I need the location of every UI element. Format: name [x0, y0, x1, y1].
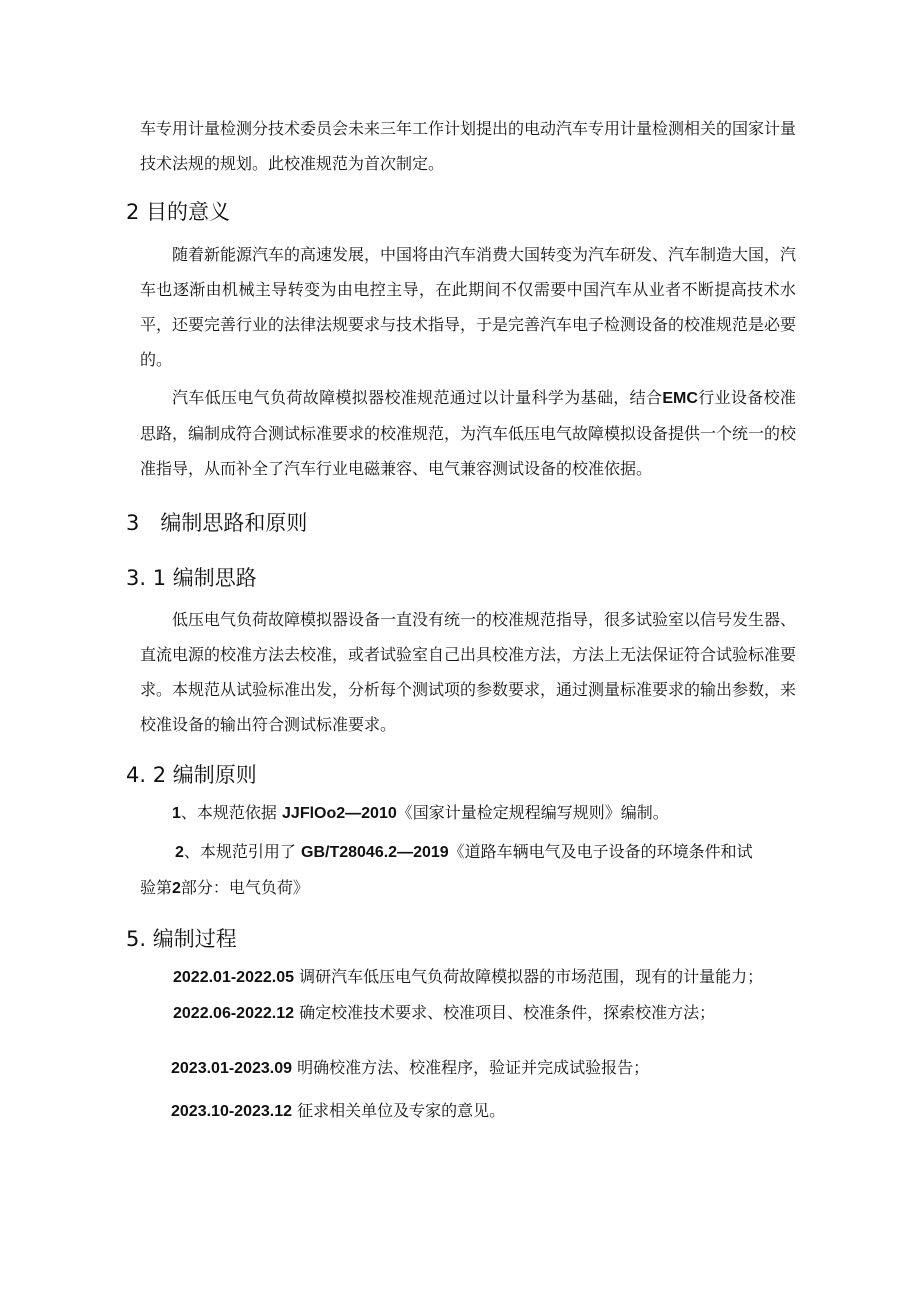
timeline-item	[173, 965, 763, 990]
intro-paragraph: 车专用计量检测分技术委员会未来三年工作计划提出的电动汽车专用计量检测相关的国家计量技术法规的规划。此校准规范为首次制定。	[140, 119, 797, 173]
timeline-period: 2023.01-2023.09	[171, 1060, 292, 1077]
timeline-description: 确定校准技术要求、校准项目、校准条件，探索校准方法；	[299, 1003, 716, 1022]
timeline-item	[171, 1056, 649, 1081]
section-4-2-heading: 4. 2 编制原则	[126, 763, 257, 787]
principle-item-1	[172, 801, 669, 826]
principle-item-2-cont-b: 部分：电气负荷》	[180, 878, 309, 897]
principle-item-1-lead: 、本规范依据	[180, 803, 277, 822]
principle-item-2-cont-a: 验第	[140, 878, 173, 897]
section-3-1-paragraph: 低压电气负荷故障模拟器设备一直没有统一的校准规范指导，很多试验室以信号发生器、直流电源的校准方法去校准，或者试验室自己出具校准方法，方法上无法保证符合试验标准要求。本规范从试验标准出发，分析每个测试项的参数要求，通过测量标准要求的输出参数，来校准设备的输出符合测试标准要求。	[140, 610, 797, 734]
principle-item-2-tail: 《道路车辆电气及电子设备的环境条件和试	[448, 842, 753, 861]
section-2-heading: 2 目的意义	[126, 200, 231, 224]
timeline-period: 2022.06-2022.12	[173, 1005, 294, 1022]
principle-item-1-tail: 《国家计量检定规程编写规则》编制。	[396, 803, 669, 822]
principle-item-2-part-number: 2	[172, 880, 181, 897]
section-3-1-heading: 3. 1 编制思路	[126, 566, 257, 590]
section-2-paragraph-2-part-b: 行业设备校准思路，编制成符合测试标准要求的校准规范，为汽车低压电气故障模拟设备提供一个统一的校准指导，从而补全了汽车行业电磁兼容、电气兼容测试设备的校准依据。	[140, 388, 797, 478]
timeline-description: 明确校准方法、校准程序，验证并完成试验报告；	[297, 1058, 650, 1077]
section-2-paragraph-2	[140, 380, 796, 486]
emc-term: EMC	[662, 390, 698, 407]
timeline-period: 2022.01-2022.05	[173, 969, 294, 986]
principle-item-2-continued	[140, 876, 309, 901]
timeline-description: 调研汽车低压电气负荷故障模拟器的市场范围，现有的计量能力；	[299, 967, 764, 986]
section-2-paragraph-2-part-a: 汽车低压电气负荷故障模拟器校准规范通过以计量科学为基础，结合	[172, 388, 663, 407]
timeline-item	[171, 1099, 505, 1124]
principle-item-2-lead: 、本规范引用了	[183, 842, 296, 861]
section-3-heading: 3 编制思路和原则	[126, 511, 308, 535]
timeline-item	[173, 1001, 715, 1026]
principle-item-1-code: JJFlOo2—2010	[282, 805, 397, 822]
principle-item-2-code: GB/T28046.2—2019	[301, 844, 449, 861]
section-2-paragraph-1: 随着新能源汽车的高速发展，中国将由汽车消费大国转变为汽车研发、汽车制造大国，汽车也逐渐由机械主导转变为由电控主导，在此期间不仅需要中国汽车从业者不断提高技术水平，还要完善行业的法律法规要求与技术指导，于是完善汽车电子检测设备的校准规范是必要的。	[140, 245, 797, 369]
principle-item-1-number: 1	[172, 805, 181, 822]
principle-item-2	[175, 840, 753, 865]
principle-item-2-number: 2	[175, 844, 184, 861]
section-5-heading: 5. 编制过程	[126, 927, 237, 951]
timeline-description: 征求相关单位及专家的意见。	[297, 1101, 506, 1120]
timeline-period: 2023.10-2023.12	[171, 1103, 292, 1120]
